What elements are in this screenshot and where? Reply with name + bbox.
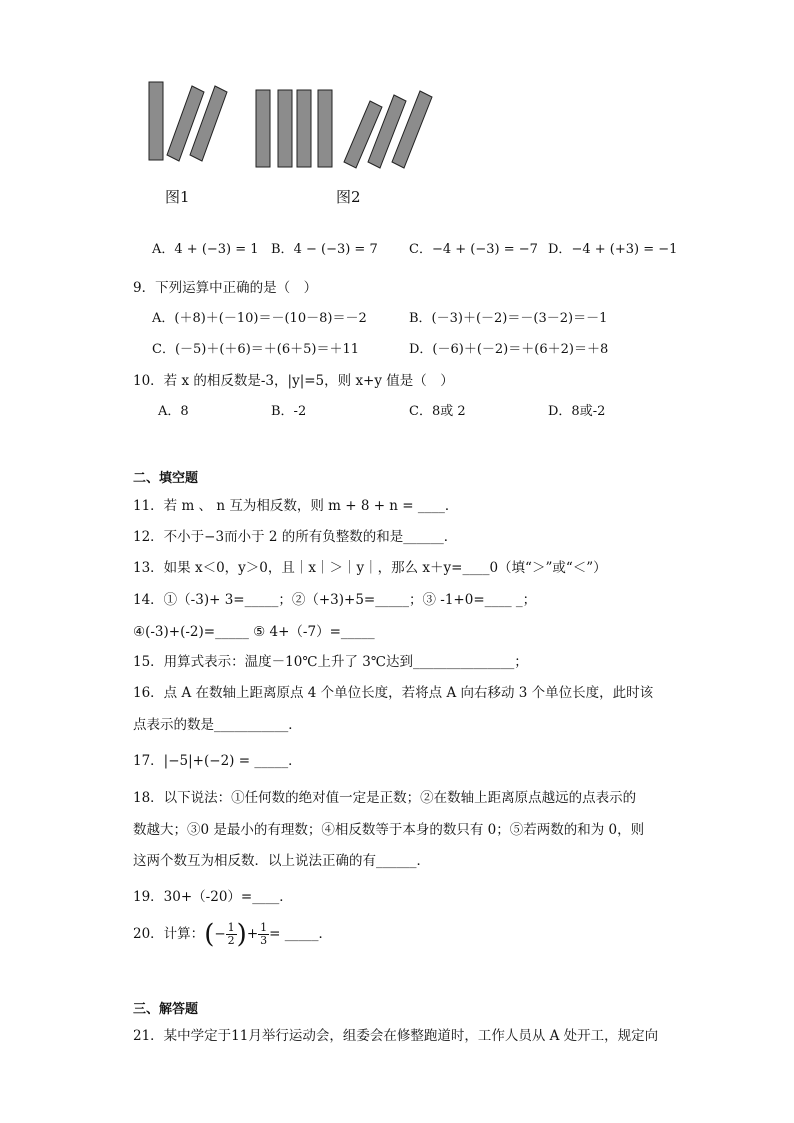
figure-2-label: 图2 (336, 188, 361, 206)
q9-option-b: B．(－3)＋(－2)＝－(3－2)＝－1 (409, 311, 608, 326)
q20-minus: − (214, 926, 226, 942)
q18-line-2: 数越大；③0 是最小的有理数；④相反数等于本身的数只有 0；⑤若两数的和为 0，则 (133, 822, 645, 838)
figure-1-label: 图1 (165, 188, 190, 206)
fig2-vertical-stick-4 (318, 90, 332, 167)
section-2-heading: 二、填空题 (133, 471, 199, 486)
q16-line-1: 16．点 A 在数轴上距离原点 4 个单位长度，若将点 A 向右移动 3 个单位长度，此时该 (133, 685, 654, 701)
fig2-vertical-stick-3 (297, 90, 311, 167)
q8-option-d: D．−4 + (+3) = −1 (548, 242, 678, 257)
q16-line-2: 点表示的数是___________． (133, 717, 302, 733)
q21: 21．某中学定于11月举行运动会，组委会在修整跑道时，工作人员从 A 处开工，规定向 (133, 1028, 659, 1044)
q20-suffix: = _____． (269, 926, 332, 942)
q20-plus: + (246, 926, 259, 942)
q20-fraction-1: $\frac{1}{2}$ (227, 921, 235, 947)
section-3-heading: 三、解答题 (133, 1002, 199, 1017)
q19: 19．30+（-20）=____． (133, 889, 293, 905)
q18-line-1: 18．以下说法：①任何数的绝对值一定是正数；②在数轴上距离原点越远的点表示的 (133, 790, 637, 806)
q20-fraction-2: $\frac{1}{3}$ (260, 921, 268, 947)
q9-stem: 9．下列运算中正确的是（ ） (133, 280, 318, 296)
q10-stem: 10．若 x 的相反数是-3，|y|=5，则 x+y 值是（ ） (133, 373, 454, 389)
q8-option-a: A．4 + (−3) = 1 (152, 242, 259, 257)
q20: 20．计算：(− $\frac{1}{2}$ )+ $\frac{1}{3}$ = _____． (133, 919, 332, 950)
q10-option-a: A．8 (158, 404, 189, 419)
q10-option-d: D．8或-2 (548, 404, 606, 419)
q11: 11．若 m 、 n 互为相反数，则 m + 8 + n = ____． (133, 498, 459, 514)
q17: 17．|−5|+(−2) = _____． (133, 753, 302, 769)
q20-prefix: 20．计算： (133, 926, 205, 942)
q13: 13．如果 x＜0，y＞0，且｜x｜＞｜y｜，那么 x＋y=____0（填“＞”或“＜”） (133, 560, 607, 576)
q9-option-c: C．(－5)＋(＋6)＝＋(6＋5)＝＋11 (152, 342, 360, 357)
q18-line-3: 这两个数互为相反数．以上说法正确的有______． (133, 853, 430, 869)
q10-option-b: B．-2 (271, 404, 307, 419)
q14-line-1: 14．①（-3)+ 3=_____；②（+3)+5=_____；③ -1+0=____ _； (133, 592, 537, 608)
q14-line-2: ④(-3)+(-2)=_____ ⑤ 4+（-7）=_____ (133, 624, 375, 640)
q8-option-c: C．−4 + (−3) = −7 (409, 242, 538, 257)
q12: 12．不小于−3而小于 2 的所有负整数的和是______． (133, 529, 458, 545)
q9-option-a: A．(＋8)＋(－10)＝－(10－8)＝－2 (152, 311, 367, 326)
fig1-vertical-stick (149, 82, 163, 160)
stick-figures (0, 0, 794, 230)
fig2-vertical-stick-2 (278, 90, 292, 167)
q9-option-d: D．(－6)＋(－2)＝＋(6＋2)＝＋8 (409, 342, 609, 357)
q10-option-c: C．8或 2 (409, 404, 466, 419)
q8-option-b: B．4 − (−3) = 7 (271, 242, 378, 257)
q15: 15．用算式表示：温度－10℃上升了 3℃达到_______________； (133, 654, 528, 670)
fig2-vertical-stick-1 (256, 90, 270, 167)
